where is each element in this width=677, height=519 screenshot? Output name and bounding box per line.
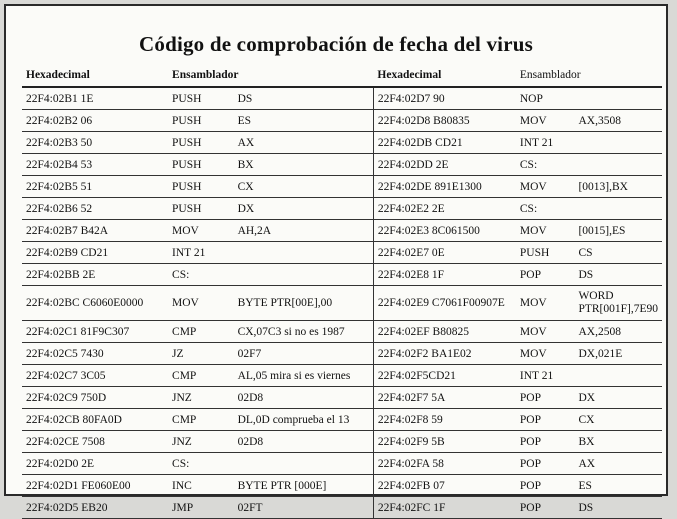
left-opcode-cell: JZ	[168, 343, 234, 365]
right-operand-cell	[574, 198, 662, 220]
left-hex-cell: 22F4:02D1 FE060E00	[22, 475, 168, 497]
right-opcode-cell: POP	[516, 387, 575, 409]
table-row	[22, 176, 662, 198]
right-operand-cell	[574, 365, 662, 387]
table-row	[22, 321, 662, 343]
right-opcode-cell: CS:	[516, 198, 575, 220]
table-row	[22, 431, 662, 453]
right-operand-cell	[574, 87, 662, 110]
right-operand-cell	[574, 154, 662, 176]
right-hex-cell: 22F4:02E2 2E	[373, 198, 515, 220]
left-hex-cell: 22F4:02B1 1E	[22, 87, 168, 110]
right-operand-cell	[574, 132, 662, 154]
left-operand-cell: 02D8	[234, 387, 374, 409]
right-operand-cell: BX	[574, 431, 662, 453]
right-operand-cell: AX	[574, 453, 662, 475]
left-hex-cell: 22F4:02BC C6060E0000	[22, 286, 168, 321]
right-operand-cell: [0013],BX	[574, 176, 662, 198]
left-opcode-cell: CS:	[168, 264, 234, 286]
right-hex-cell: 22F4:02E8 1F	[373, 264, 515, 286]
assembly-table	[22, 68, 662, 519]
right-hex-cell: 22F4:02FB 07	[373, 475, 515, 497]
left-opcode-cell: CMP	[168, 409, 234, 431]
left-hex-cell: 22F4:02C5 7430	[22, 343, 168, 365]
table-row	[22, 242, 662, 264]
left-operand-cell: AL,05 mira si es viernes	[234, 365, 374, 387]
left-opcode-cell: CMP	[168, 321, 234, 343]
right-operand-cell: [0015],ES	[574, 220, 662, 242]
right-hex-cell: 22F4:02F8 59	[373, 409, 515, 431]
left-operand-cell: CX,07C3 si no es 1987	[234, 321, 374, 343]
left-operand-cell: BYTE PTR[00E],00	[234, 286, 374, 321]
left-opcode-cell: PUSH	[168, 154, 234, 176]
right-opcode-cell: CS:	[516, 154, 575, 176]
table-row	[22, 409, 662, 431]
right-operand-cell: WORD PTR[001F],7E90	[574, 286, 662, 321]
table-row	[22, 154, 662, 176]
right-opcode-cell: INT 21	[516, 132, 575, 154]
header-left-hexadecimal: Hexadecimal	[22, 68, 168, 87]
right-hex-cell: 22F4:02D8 B80835	[373, 110, 515, 132]
left-operand-cell: 02D8	[234, 431, 374, 453]
left-opcode-cell: INC	[168, 475, 234, 497]
left-hex-cell: 22F4:02D5 EB20	[22, 497, 168, 519]
left-operand-cell: DX	[234, 198, 374, 220]
left-opcode-cell: CS:	[168, 453, 234, 475]
right-hex-cell: 22F4:02FA 58	[373, 453, 515, 475]
left-opcode-cell: MOV	[168, 286, 234, 321]
page-title: Código de comprobación de fecha del virus	[139, 32, 533, 56]
table-header-row	[22, 68, 662, 87]
right-operand-cell: CS	[574, 242, 662, 264]
left-hex-cell: 22F4:02B2 06	[22, 110, 168, 132]
left-opcode-cell: PUSH	[168, 176, 234, 198]
left-hex-cell: 22F4:02B9 CD21	[22, 242, 168, 264]
left-operand-cell: 02F7	[234, 343, 374, 365]
right-opcode-cell: POP	[516, 497, 575, 519]
left-hex-cell: 22F4:02D0 2E	[22, 453, 168, 475]
right-opcode-cell: POP	[516, 264, 575, 286]
left-operand-cell: DL,0D comprueba el 13	[234, 409, 374, 431]
left-hex-cell: 22F4:02B6 52	[22, 198, 168, 220]
left-operand-cell	[234, 453, 374, 475]
table-row	[22, 343, 662, 365]
left-operand-cell: CX	[234, 176, 374, 198]
right-operand-cell: CX	[574, 409, 662, 431]
table-row	[22, 220, 662, 242]
right-hex-cell: 22F4:02F5CD21	[373, 365, 515, 387]
header-right-ensamblador: Ensamblador	[516, 68, 662, 87]
left-opcode-cell: JNZ	[168, 431, 234, 453]
right-hex-cell: 22F4:02DD 2E	[373, 154, 515, 176]
left-hex-cell: 22F4:02B7 B42A	[22, 220, 168, 242]
table-row	[22, 110, 662, 132]
right-opcode-cell: MOV	[516, 220, 575, 242]
left-operand-cell: AH,2A	[234, 220, 374, 242]
right-operand-cell: AX,3508	[574, 110, 662, 132]
left-opcode-cell: INT 21	[168, 242, 234, 264]
left-hex-cell: 22F4:02B5 51	[22, 176, 168, 198]
right-hex-cell: 22F4:02EF B80825	[373, 321, 515, 343]
right-opcode-cell: INT 21	[516, 365, 575, 387]
table-row	[22, 497, 662, 519]
header-left-ensamblador: Ensamblador	[168, 68, 373, 87]
right-hex-cell: 22F4:02DE 891E1300	[373, 176, 515, 198]
table-row	[22, 475, 662, 497]
header-right-hexadecimal: Hexadecimal	[373, 68, 515, 87]
left-hex-cell: 22F4:02B4 53	[22, 154, 168, 176]
right-opcode-cell: PUSH	[516, 242, 575, 264]
right-hex-cell: 22F4:02DB CD21	[373, 132, 515, 154]
table-row	[22, 365, 662, 387]
left-opcode-cell: JNZ	[168, 387, 234, 409]
table-row	[22, 286, 662, 321]
right-opcode-cell: NOP	[516, 87, 575, 110]
left-opcode-cell: CMP	[168, 365, 234, 387]
table-row	[22, 453, 662, 475]
left-operand-cell	[234, 264, 374, 286]
left-operand-cell: ES	[234, 110, 374, 132]
right-opcode-cell: POP	[516, 431, 575, 453]
left-opcode-cell: PUSH	[168, 132, 234, 154]
right-hex-cell: 22F4:02E3 8C061500	[373, 220, 515, 242]
left-opcode-cell: PUSH	[168, 87, 234, 110]
left-operand-cell: 02FT	[234, 497, 374, 519]
left-opcode-cell: JMP	[168, 497, 234, 519]
right-hex-cell: 22F4:02F7 5A	[373, 387, 515, 409]
right-operand-cell: DX	[574, 387, 662, 409]
left-hex-cell: 22F4:02BB 2E	[22, 264, 168, 286]
right-opcode-cell: POP	[516, 453, 575, 475]
right-opcode-cell: POP	[516, 475, 575, 497]
right-opcode-cell: MOV	[516, 286, 575, 321]
left-opcode-cell: PUSH	[168, 110, 234, 132]
left-operand-cell	[234, 242, 374, 264]
left-hex-cell: 22F4:02C9 750D	[22, 387, 168, 409]
left-operand-cell: AX	[234, 132, 374, 154]
left-operand-cell: DS	[234, 87, 374, 110]
right-operand-cell: DX,021E	[574, 343, 662, 365]
right-opcode-cell: MOV	[516, 321, 575, 343]
right-operand-cell: AX,2508	[574, 321, 662, 343]
right-hex-cell: 22F4:02FC 1F	[373, 497, 515, 519]
right-opcode-cell: MOV	[516, 176, 575, 198]
document-frame	[4, 4, 668, 514]
right-opcode-cell: MOV	[516, 343, 575, 365]
right-hex-cell: 22F4:02F9 5B	[373, 431, 515, 453]
table-row	[22, 387, 662, 409]
left-operand-cell: BX	[234, 154, 374, 176]
left-hex-cell: 22F4:02CB 80FA0D	[22, 409, 168, 431]
table-row	[22, 198, 662, 220]
table-row	[22, 132, 662, 154]
left-opcode-cell: MOV	[168, 220, 234, 242]
right-operand-cell: ES	[574, 475, 662, 497]
table-row	[22, 87, 662, 110]
left-hex-cell: 22F4:02CE 7508	[22, 431, 168, 453]
right-hex-cell: 22F4:02F2 BA1E02	[373, 343, 515, 365]
right-operand-cell: DS	[574, 497, 662, 519]
right-operand-cell: DS	[574, 264, 662, 286]
left-hex-cell: 22F4:02C7 3C05	[22, 365, 168, 387]
table-row	[22, 264, 662, 286]
right-opcode-cell: MOV	[516, 110, 575, 132]
left-hex-cell: 22F4:02B3 50	[22, 132, 168, 154]
right-hex-cell: 22F4:02D7 90	[373, 87, 515, 110]
left-opcode-cell: PUSH	[168, 198, 234, 220]
right-opcode-cell: POP	[516, 409, 575, 431]
left-operand-cell: BYTE PTR [000E]	[234, 475, 374, 497]
right-hex-cell: 22F4:02E7 0E	[373, 242, 515, 264]
right-hex-cell: 22F4:02E9 C7061F00907E	[373, 286, 515, 321]
left-hex-cell: 22F4:02C1 81F9C307	[22, 321, 168, 343]
